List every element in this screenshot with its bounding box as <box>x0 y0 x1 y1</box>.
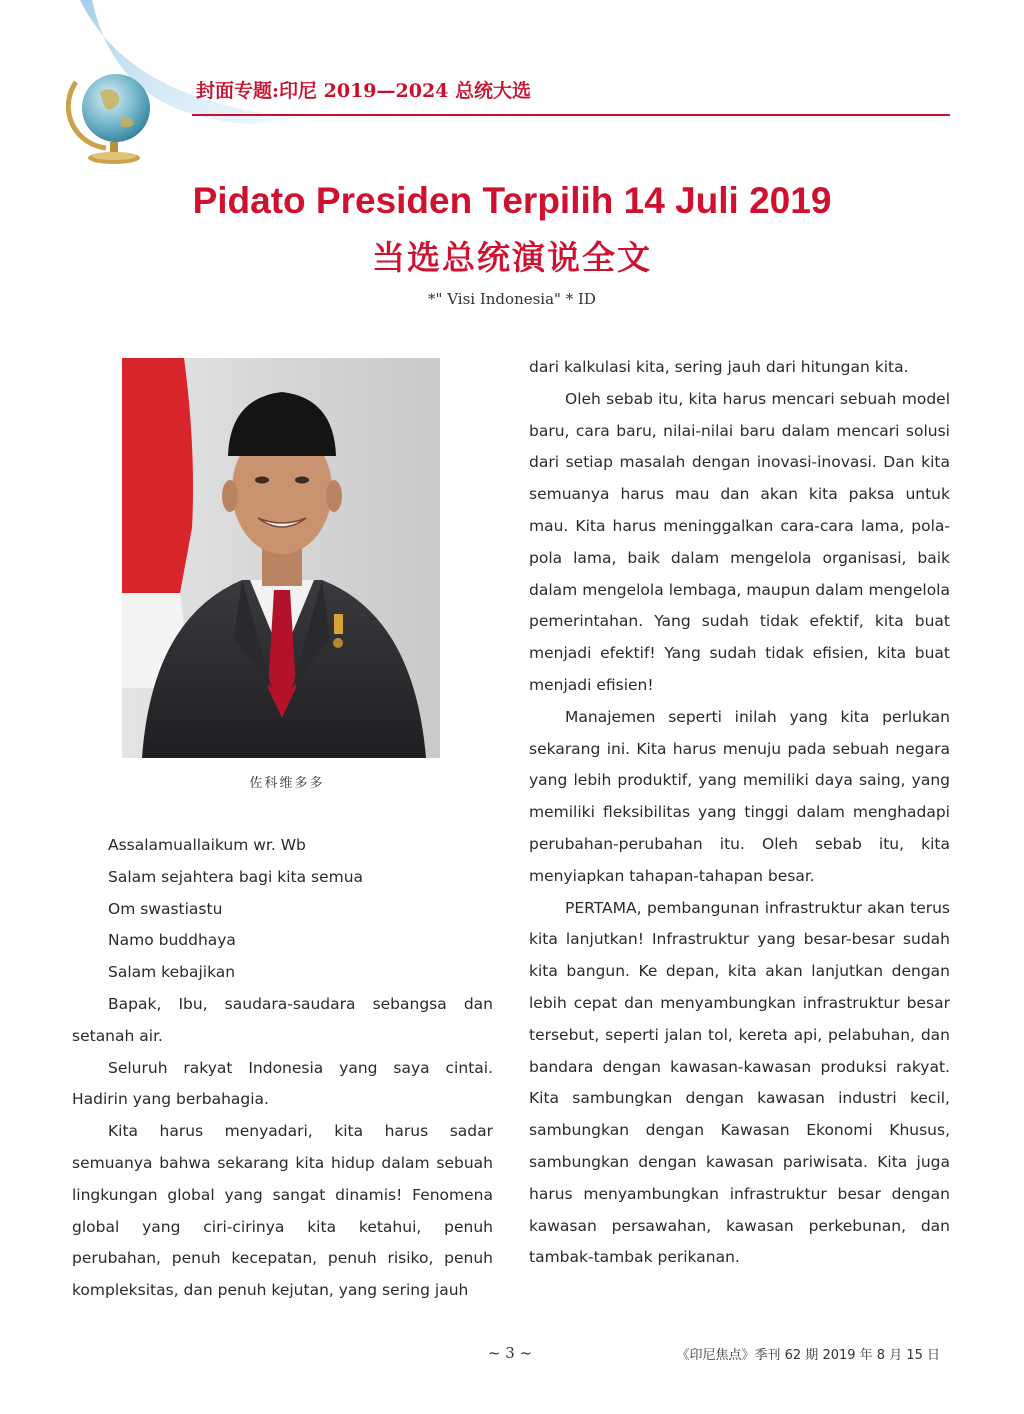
paragraph: Oleh sebab itu, kita harus mencari sebuah model baru, cara baru, nilai-nilai baru dalam mencari solusi dari setiap masalah dengan inovasi-inovasi. Dan kita semuanya harus mau dan akan kita paksa untuk mau. Kita harus meninggalkan cara-cara lama, pola-pola lama, baik dalam mengelola organisasi, baik dalam mengelola lembaga, maupun dalam mengelola pemerintahan. Yang sudah tidak efektif, kita buat menjadi efektif! Yang sudah tidak efisien, kita buat menjadi efisien! <box>529 389 950 694</box>
right-column <box>529 352 950 1274</box>
footer-source: 《印尼焦点》季刊 62 期 2019 年 8 月 15 日 <box>676 1348 940 1363</box>
paragraph: Bapak, Ibu, saudara-saudara sebangsa dan setanah air. <box>72 994 493 1045</box>
left-column <box>72 830 493 1307</box>
paragraph: dari kalkulasi kita, sering jauh dari hitungan kita. <box>529 358 909 376</box>
paragraph: Kita harus menyadari, kita harus sadar semuanya bahwa sekarang kita hidup dalam sebuah lingkungan global yang sangat dinamis! Fenomena global yang ciri-cirinya kita ketahui, penuh perubahan, penuh kecepatan, penuh risiko, penuh kompleksitas, dan penuh kejutan, yang sering jauh <box>72 1122 493 1300</box>
article-title-en: Pidato Presiden Terpilih 14 Juli 2019 <box>192 180 832 221</box>
article-subtitle: *" Visi Indonesia" * ID <box>428 290 596 308</box>
page-number: ~ 3 ~ <box>487 1344 533 1362</box>
paragraph: PERTAMA, pembangunan infrastruktur akan terus kita lanjutkan! Infrastruktur yang besar-besar sudah kita bangun. Ke depan, kita akan lanjutkan dengan lebih cepat dan menyambungkan infrastruktur besar tersebut, seperti jalan tol, kereta api, pelabuhan, dan bandara dengan kawasan-kawasan produksi rakyat. Kita sambungkan dengan kawasan industri kecil, sambungkan dengan Kawasan Ekonomi Khusus, sambungkan dengan kawasan pariwisata. Kita juga harus menyambungkan infrastruktur besar dengan kawasan persawahan, kawasan perkebunan, dan tambak-tambak perikanan. <box>529 898 950 1267</box>
paragraph: Salam kebajikan <box>108 963 236 982</box>
section-title: 封面专题:印尼 2019—2024 总统大选 <box>196 80 532 102</box>
paragraph: Seluruh rakyat Indonesia yang saya cintai. Hadirin yang berbahagia. <box>72 1058 493 1109</box>
photo-caption: 佐科维多多 <box>249 776 325 791</box>
portrait-photo <box>122 358 440 758</box>
paragraph: Manajemen seperti inilah yang kita perlukan sekarang ini. Kita harus menuju pada sebuah negara yang lebih produktif, yang memiliki daya saing, yang memiliki fleksibilitas yang tinggi dalam menghadapi perubahan-perubahan itu. Oleh sebab itu, kita menyiapkan tahapan-tahapan besar. <box>529 707 950 885</box>
article-title-zh: 当选总统演说全文 <box>372 238 652 277</box>
globe-icon <box>66 62 158 166</box>
paragraph: Salam sejahtera bagi kita semua <box>108 867 364 886</box>
paragraph: Namo buddhaya <box>108 931 236 950</box>
header-divider <box>192 114 950 116</box>
paragraph: Assalamuallaikum wr. Wb <box>108 836 306 854</box>
paragraph: Om swastiastu <box>108 899 223 918</box>
